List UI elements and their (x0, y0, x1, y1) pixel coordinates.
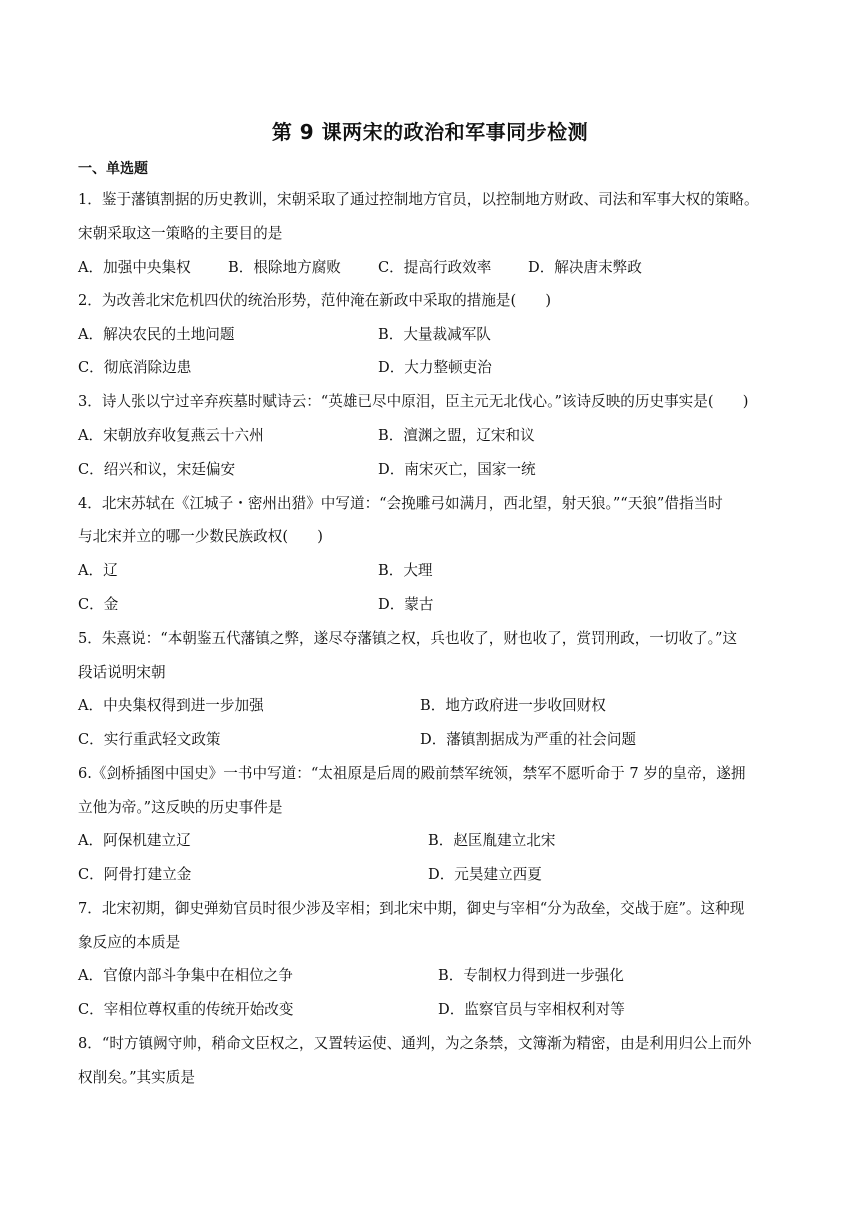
question-5-option-c: C．实行重武轻文政策 (78, 731, 221, 748)
question-3-option-a: A．宋朝放弃收复燕云十六州 (78, 427, 264, 444)
question-3-line-1: 3．诗人张以宁过辛弃疾墓时赋诗云：“英雄已尽中原泪，臣主元无北伐心。”该诗反映的历史事实是( ) (78, 393, 749, 410)
question-6-line-2: 立他为帝。”这反映的历史事件是 (78, 799, 283, 816)
question-2-option-d: D．大力整顿吏治 (378, 359, 492, 376)
question-8-line-1: 8．“时方镇阙守帅，稍命文臣权之，又置转运使、通判，为之条禁，文簿渐为精密，由是利用归公上而外 (78, 1035, 752, 1052)
question-4-option-a: A．辽 (78, 562, 118, 579)
question-8-line-2: 权削矣。”其实质是 (78, 1069, 195, 1086)
question-4-line-2: 与北宋并立的哪一少数民族政权( ) (78, 528, 323, 545)
question-4-line-1: 4．北宋苏轼在《江城子・密州出猎》中写道：“会挽雕弓如满月，西北望，射天狼。”“天狼”借指当时 (78, 495, 723, 512)
question-3-option-d: D．南宋灭亡，国家一统 (378, 461, 536, 478)
question-1-option-d: D．解决唐末弊政 (528, 259, 642, 276)
question-7-line-2: 象反应的本质是 (78, 934, 181, 951)
question-7-option-b: B．专制权力得到进一步强化 (438, 967, 624, 984)
question-5-option-a: A．中央集权得到进一步加强 (78, 697, 264, 714)
question-4-option-c: C．金 (78, 596, 119, 613)
question-5-option-d: D．藩镇割据成为严重的社会问题 (420, 731, 637, 748)
question-6-option-d: D．元昊建立西夏 (428, 866, 542, 883)
question-6-option-c: C．阿骨打建立金 (78, 866, 192, 883)
question-1-option-a: A．加强中央集权 (78, 259, 191, 276)
question-3-option-b: B．澶渊之盟，辽宋和议 (378, 427, 535, 444)
question-1-line-1: 1．鉴于藩镇割据的历史教训，宋朝采取了通过控制地方官员，以控制地方财政、司法和军事大权的策略。 (78, 191, 759, 208)
question-6-option-a: A．阿保机建立辽 (78, 832, 191, 849)
question-4-option-b: B．大理 (378, 562, 433, 579)
question-7-option-a: A．官僚内部斗争集中在相位之争 (78, 967, 293, 984)
question-1-option-c: C．提高行政效率 (378, 259, 492, 276)
question-7-option-d: D．监察官员与宰相权利对等 (438, 1001, 625, 1018)
question-2-option-a: A．解决农民的土地问题 (78, 326, 235, 343)
question-2-option-c: C．彻底消除边患 (78, 359, 192, 376)
question-6-option-b: B．赵匡胤建立北宋 (428, 832, 556, 849)
question-7-option-c: C．宰相位尊权重的传统开始改变 (78, 1001, 294, 1018)
question-5-line-2: 段话说明宋朝 (78, 664, 166, 681)
page-title: 第 9 课两宋的政治和军事同步检测 (271, 120, 589, 144)
question-6-line-1: 6.《剑桥插图中国史》一书中写道：“太祖原是后周的殿前禁军统领，禁军不愿听命于 7 岁的皇帝，遂拥 (78, 765, 746, 782)
question-2-option-b: B．大量裁减军队 (378, 326, 491, 343)
question-3-option-c: C．绍兴和议，宋廷偏安 (78, 461, 236, 478)
question-7-line-1: 7．北宋初期，御史弹劾官员时很少涉及宰相；到北宋中期，御史与宰相“分为敌垒，交战于庭”。这种现 (78, 900, 745, 917)
section-heading: 一、单选题 (78, 161, 148, 177)
question-5-line-1: 5．朱熹说：“本朝鉴五代藩镇之弊，遂尽夺藩镇之权，兵也收了，财也收了，赏罚刑政，一切收了。”这 (78, 630, 738, 647)
question-4-option-d: D．蒙古 (378, 596, 434, 613)
question-1-option-b: B．根除地方腐败 (228, 259, 341, 276)
question-2-line-1: 2．为改善北宋危机四伏的统治形势，范仲淹在新政中采取的措施是( ) (78, 292, 552, 309)
question-5-option-b: B．地方政府进一步收回财权 (420, 697, 606, 714)
question-1-line-2: 宋朝采取这一策略的主要目的是 (78, 225, 283, 242)
